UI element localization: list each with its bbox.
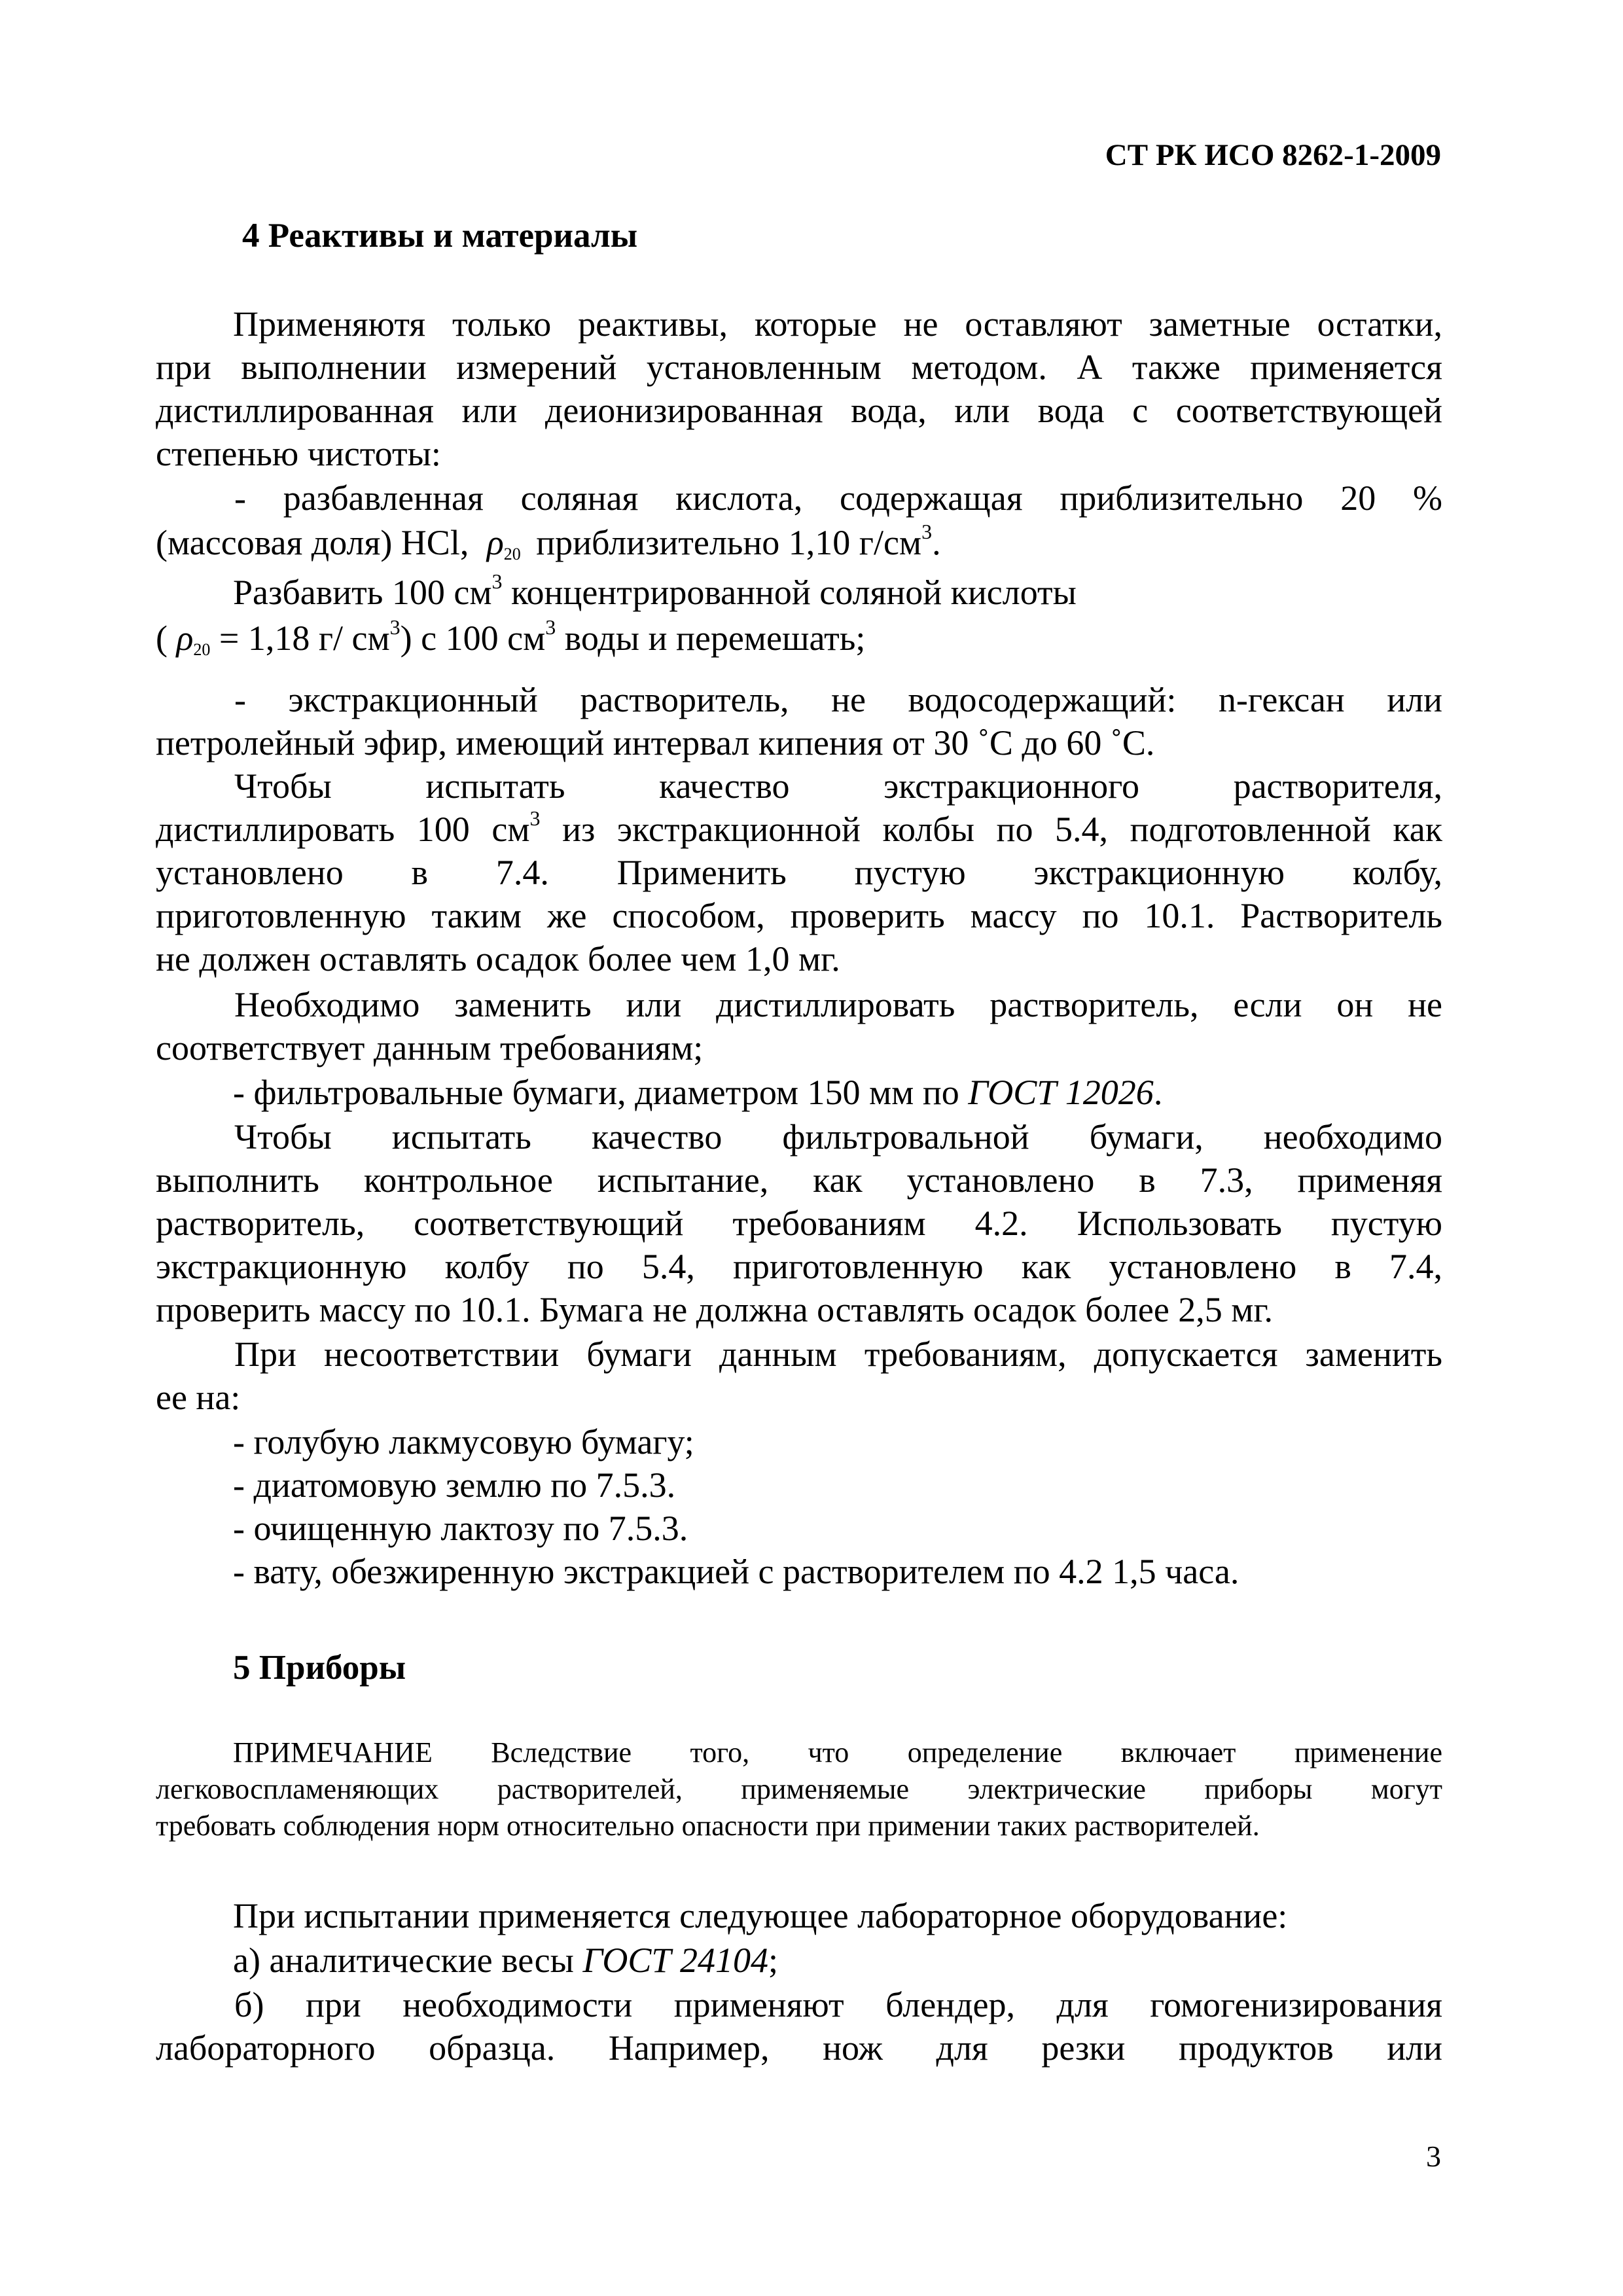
solvent-line-2: петролейный эфир, имеющий интервал кипения от 30 ˚С до 60 ˚С. bbox=[156, 723, 1155, 762]
solvent-line-1: - экстракционный растворитель, не водосодержащий: n-гексан или bbox=[234, 680, 1442, 719]
paper-test-line-4: экстракционную колбу по 5.4, приготовленную как установлено в 7.4, bbox=[156, 1247, 1442, 1286]
alternative-item: - голубую лакмусовую бумагу; bbox=[233, 1422, 694, 1462]
section-4-heading: 4 Реактивы и материалы bbox=[242, 217, 638, 255]
rho-symbol: ρ bbox=[486, 523, 504, 562]
equipment-item-b-line-2: лабораторного образца. Например, нож для резки продуктов или bbox=[156, 2028, 1442, 2068]
intro-line-3: дистиллированная или деионизированная вода, или вода с соответствующей bbox=[156, 391, 1442, 430]
note-line-3: требовать соблюдения норм относительно опасности при примении таких растворителей. bbox=[156, 1810, 1260, 1842]
replace-line-1: Необходимо заменить или дистиллировать растворитель, если он не bbox=[234, 985, 1442, 1024]
equipment-item-b-line-1: б) при необходимости применяют блендер, для гомогенизирования bbox=[234, 1985, 1442, 2024]
gost-24104: ГОСТ 24104 bbox=[582, 1941, 768, 1980]
section-5-heading: 5 Приборы bbox=[233, 1649, 406, 1687]
paper-test-line-5: проверить массу по 10.1. Бумага не должна оставлять осадок более 2,5 мг. bbox=[156, 1290, 1274, 1329]
hcl-line-1: - разбавленная соляная кислота, содержащая приблизительно 20 % bbox=[234, 478, 1442, 518]
dilute-line-2: ( $\rho_{20} = 1,18$ г/ $см^3$) с 100 $см^3$ воды и перемешать; bbox=[156, 615, 866, 659]
mismatch-line-1: При несоответствии бумаги данным требованиям, допускается заменить bbox=[234, 1335, 1442, 1374]
alternative-item: - очищенную лактозу по 7.5.3. bbox=[233, 1509, 688, 1548]
replace-line-2: соответствует данным требованиям; bbox=[156, 1028, 704, 1067]
intro-line-2: при выполнении измерений установленным методом. А также применяется bbox=[156, 348, 1442, 387]
note-line-1: ПРИМЕЧАНИЕ Вследствие того, что определение включает применение bbox=[233, 1736, 1442, 1768]
filter-line: - фильтровальные бумаги, диаметром 150 мм по ГОСТ 12026. bbox=[233, 1073, 1163, 1112]
test-line-5: не должен оставлять осадок более чем 1,0 мг. bbox=[156, 939, 840, 978]
note-line-2: легковоспламеняющих растворителей, применяемые электрические приборы могут bbox=[156, 1773, 1442, 1805]
standard-code: СТ РК ИСО 8262-1-2009 bbox=[1105, 138, 1441, 172]
intro-line-4: степенью чистоты: bbox=[156, 434, 441, 473]
alternative-item: - диатомовую землю по 7.5.3. bbox=[233, 1465, 676, 1505]
gost-12026: ГОСТ 12026 bbox=[968, 1073, 1154, 1112]
paper-test-line-2: выполнить контрольное испытание, как установлено в 7.3, применяя bbox=[156, 1160, 1442, 1200]
paper-test-line-1: Чтобы испытать качество фильтровальной бумаги, необходимо bbox=[234, 1117, 1442, 1157]
alternative-item: - вату, обезжиренную экстракцией с растворителем по 4.2 1,5 часа. bbox=[233, 1552, 1240, 1591]
test-line-1: Чтобы испытать качество экстракционного растворителя, bbox=[234, 766, 1442, 806]
test-line-3: установлено в 7.4. Применить пустую экстракционную колбу, bbox=[156, 853, 1442, 892]
intro-line-1: Применяютя только реактивы, которые не оставляют заметные остатки, bbox=[233, 304, 1442, 344]
equipment-item-a: а) аналитические весы ГОСТ 24104; bbox=[233, 1941, 778, 1980]
mismatch-line-2: ее на: bbox=[156, 1378, 241, 1417]
dilute-line-1: Разбавить 100 $см^3$ концентрированной соляной кислоты bbox=[233, 569, 1077, 612]
test-line-4: приготовленную таким же способом, проверить массу по 10.1. Растворитель bbox=[156, 896, 1442, 935]
paper-test-line-3: растворитель, соответствующий требованиям 4.2. Использовать пустую bbox=[156, 1204, 1442, 1243]
test-line-2: дистиллировать 100 $см^3$ из экстракционной колбы по 5.4, подготовленной как bbox=[156, 806, 1443, 849]
hcl-line-2: (массовая доля) HCl, $\rho_{20}$ приблизительно 1,10 $г/см^3$. bbox=[156, 520, 941, 564]
page-number: 3 bbox=[1426, 2140, 1441, 2173]
equipment-intro: При испытании применяется следующее лабораторное оборудование: bbox=[233, 1896, 1288, 1935]
